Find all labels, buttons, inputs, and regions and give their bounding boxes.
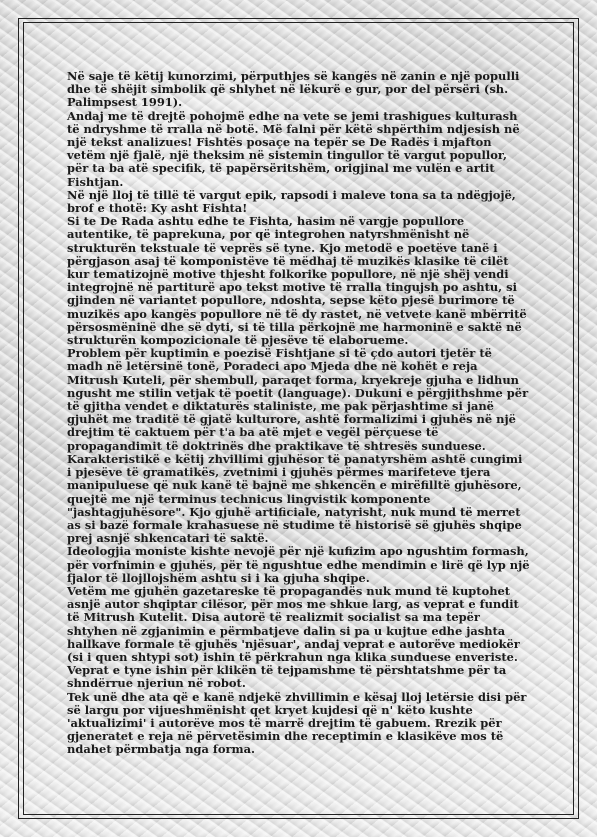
paragraph-7: Vetëm me gjuhën gazetareske të propagandës nuk mund të kuptohet asnjë autor shqiptar cilësor, për mos me shkue larg, as veprat e fundit të Mitrush Kutelit. Disa autorë të realizmit socialist sa ma tepër shtyhen në zgjanimin e përmbatjeve dalin si pa u kujtue edhe jashta hallkave formale të gjuhës 'njësuar', andaj veprat e autorëve mediokër (si i quen shtypi sot) ishin të përkrahun nga klika sunduese enveriste. [67, 583, 520, 664]
paragraph-2: Andaj me të drejtë pohojmë edhe na vete se jemi trashigues kulturash të ndryshme të rralla në botë. Më falni për këtë shpërthim ndjesish në një tekst analizues! Fishtës posaçe na tepër se De Radës i mjafton vetëm një fjalë, një theksim në sistemin tingullor të vargut popullor, për ta ba atë specifik, të papërsëritshëm, origjinal me vulën e artit Fishtjan. [67, 108, 520, 189]
document-body [67, 70, 530, 757]
paragraph-5: Problem për kuptimin e poezisë Fishtjane si të çdo autori tjetër të madh në letërsinë tonë, Poradeci apo Mjeda dhe në kohët e reja Mitrush Kuteli, për shembull, paraqet forma, kryekreje gjuha e lidhun ngusht me stilin vetjak të poetit (language). Dukuni e përgjithshme për të gjitha vendet e diktaturës staliniste, me pak përjashtime si janë gjuhët me traditë të gjatë kulturore, ashtë formalizimi i gjuhës në një drejtim të caktuem për t'a ba atë mjet e vegël përçuese të propagandimit të doktrinës dhe praktikave të shtresës sunduese. Karakteristikë e këtij zhvillimi gjuhësor të panatyrshëm ashtë cungimi i pjesëve të gramatikës, zvetnimi i gjuhës përmes marifeteve tjera manipuluese që nuk kanë të bajnë me shkencën e mirëfilltë gjuhësore, quejtë me një terminus technicus lingvistik komponente "jashtagjuhësore". Kjo gjuhë artificiale, natyrisht, nuk mund të merret as si bazë formale krahasuese në studime të historisë së gjuhës shqipe prej asnjë shkencatari të saktë. [67, 346, 529, 546]
paragraph-3: Në një lloj të tillë të vargut epik, rapsodi i maleve tona sa ta ndëgjojë, brof e thotë: Ky asht Fishta! [67, 187, 516, 216]
paragraph-4: Si te De Rada ashtu edhe te Fishta, hasim në vargje popullore autentike, të paprekuna, por që integrohen natyrshmënisht në strukturën tekstuale të veprës së tyne. Kjo metodë e poetëve tanë i përgjason asaj të komponistëve të mëdhaj të muzikës klasike të cilët kur tematizojnë motive thjesht folkorike popullore, në një shëj vendi integrojnë në partiturë apo tekst motive të rralla tingujsh po ashtu, si gjinden në variantet popullore, ndoshta, sepse këto pjesë burimore të muzikës apo kangës popullore në të dy rastet, në vetvete kanë mbërritë përsosmëninë dhe së dyti, si të tilla përkojnë me harmoninë e saktë në strukturën kompozicionale të pjesëve të elaborueme. [67, 214, 527, 348]
paragraph-8: Veprat e tyne ishin për klikën të tejpamshme të përshtatshme për ta shndërrue njeriun në robot. [67, 663, 507, 691]
paragraph-1: Në saje të këtij kunorzimi, përputhjes së kangës në zanin e një populli dhe të shëjit simbolik që shlyhet në lëkurë e gur, por del përsëri (sh. Palimpsest 1991). [67, 69, 520, 110]
paragraph-9: Tek unë dhe ata që e kanë ndjekë zhvillimin e kësaj lloj letërsie disi për së largu por vijueshmënisht qet kryet kujdesi që n' këto kushte 'aktualizimi' i autorëve mos të marrë drejtim të gabuem. Rrezik për gjeneratet e reja në përvetësimin dhe receptimin e klasikëve mos të ndahet përmbatja nga forma. [67, 689, 527, 757]
paragraph-6: Ideologjia moniste kishte nevojë për një kufizim apo ngushtim formash, për vorfnimin e gjuhës, për të ngushtue edhe mendimin e lirë që lyp një fjalor të llojllojshëm ashtu si i ka gjuha shqipe. [67, 544, 530, 585]
